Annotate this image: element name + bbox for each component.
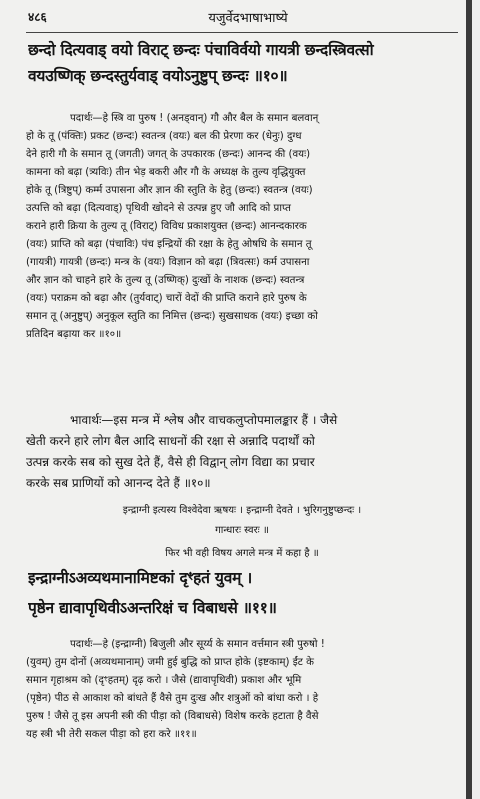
padarth-10-line: कामना को बढ़ा (त्र्यविः) तीन भेड़ बकरी और गौ के अध्यक्ष के तुल्य वृद्धियुक्त: [26, 167, 306, 178]
padarth-11-line: पुरुष ! जैसे तू इस अपनी स्त्री की पीड़ा को (विबाधसे) विशेष करके हटाता है वैसे: [26, 711, 319, 722]
bhavarth-10-line: उत्पन्न करके सब को सुख देते हैं, वैसे ही विद्वान् लोग विद्या का प्रचार: [26, 455, 315, 469]
padarth-10-line: होके तू (त्रिष्टुप्) कर्म्म उपासना और ज्ञान की स्तुति के हेतु (छन्दः) स्वतन्त्र (वयः): [26, 185, 313, 196]
padarth-10-line: कराने हारी क्रिया के तुल्य तू (विराट्) विविध प्रकाशयुक्त (छन्दः) आनन्दकारक: [26, 221, 307, 232]
padarth-11: [26, 636, 458, 744]
svara-line: गान्धारः स्वरः ॥: [215, 525, 269, 536]
padarth-10-line: उत्पत्ति को बढ़ा (दित्यवाड्) पृथिवी खोदने से उत्पन्न हुए जौ आदि को प्राप्त: [26, 203, 291, 214]
padarth-10-line: समान तू (अनुष्टुप्) अनुकूल स्तुति का निमित्त (छन्दः) सुखसाधक (वयः) इच्छा को: [26, 311, 318, 322]
page-number: ४८६: [28, 10, 47, 24]
padarth-10-line: हो के तू (पंक्तिः) प्रकट (छन्दः) स्वतन्त्र (वयः) बल की प्रेरणा कर (धेनुः) दुग्ध: [26, 131, 302, 142]
padarth-10-line: देने हारी गौ के समान तू (जगती) जगत् के उपकारक (छन्दः) आनन्द की (वयः): [26, 149, 311, 160]
mantra-intro: फिर भी वही विषय अगले मन्त्र में कहा है ॥: [165, 548, 319, 559]
page-header: [28, 8, 446, 26]
mantra-10-line-1: छन्दाे दित्यवाड् वयो विराट् छन्दः पंचाविर्वयो गायत्री छन्दस्त्रिवत्सो: [28, 41, 374, 59]
header-rule: [26, 32, 458, 33]
mantra-10-line-2: वयउष्णिक् छन्दस्तुर्यवाड् वयोऽनुष्टुप् छन्दः ॥१०॥: [28, 67, 288, 85]
rishi-devata-line: इन्द्राग्नी इत्यस्य विश्वेदेवा ऋषयः । इन्द्राग्नी देवते । भुरिगनुष्टुप्छन्दः ।: [122, 505, 362, 516]
bhavarth-10: [26, 410, 458, 494]
mantra-11-line-1: इन्द्राग्नीऽअव्यथमानामिष्टकां दृꣳहतं युवम् ।: [28, 569, 253, 587]
running-title: यजुर्वेदभाषाभाष्ये: [208, 11, 288, 26]
padarth-10: [26, 110, 458, 344]
padarth-11-line: (युवम्) तुम दोनों (अव्यथमानाम्) जमी हुई बुद्धि को प्राप्त होके (इष्टकाम्) ईंट के: [26, 657, 314, 668]
padarth-10-line: (वयः) प्राप्ति को बढ़ा (पंचाविः) पंच इन्द्रियों की रक्षा के हेतु ओषधि के समान तू: [26, 239, 312, 250]
padarth-10-line: (गायत्री) गायत्री (छन्दः) मन्त्र के (वयः) विज्ञान को बढ़ा (त्रिवत्सः) कर्म उपासना: [26, 257, 310, 268]
bhavarth-10-line: खेती करने हारे लोग बैल आदि साधनों की रक्षा से अन्नादि पदार्थों को: [26, 434, 315, 448]
padarth-10-line: और ज्ञान को चाहने हारे के तुल्य तू (उष्णिक्) दुःखों के नाशक (छन्दः) स्वतन्त्र: [26, 275, 305, 286]
padarth-11-line: (पृष्ठेन) पीठ से आकाश को बांधते हैं वैसे तुम दुःख और शत्रुओं को बांधा करो । हे: [26, 693, 319, 704]
padarth-10-line: प्रतिदिन बढ़ाया कर ॥१०॥: [26, 329, 122, 340]
bhavarth-10-line: करके सब प्राणियों को आनन्द देते हैं ॥१०॥: [26, 476, 211, 490]
bhavarth-10-line: भावार्थः—इस मन्त्र में श्लेष और वाचकलुप्तोपमालङ्कार हैं । जैसे: [70, 413, 338, 427]
padarth-10-line: (वयः) पराक्रम को बढ़ा और (तुर्यवाट्) चारों वेदों की प्राप्ति कराने हारे पुरुष के: [26, 293, 307, 304]
mantra-11-line-2: पृष्ठेन द्यावापृथिवीऽअन्तरिक्षं च विबाधसे ॥११॥: [28, 599, 277, 617]
padarth-10-line: पदार्थः—हे स्त्रि वा पुरुष ! (अनड्वान्) गौ और बैल के समान बलवान्: [70, 113, 319, 124]
padarth-11-line: यह स्त्री भी तेरी सकल पीड़ा को हरा करे ॥११॥: [26, 729, 197, 740]
padarth-11-line: पदार्थः—हे (इन्द्राग्नी) बिजुली और सूर्य्य के समान वर्त्तमान स्त्री पुरुषो !: [70, 639, 325, 650]
padarth-11-line: समान गृहाश्रम को (दृꣳहतम्) दृढ़ करो । जैसे (द्यावापृथिवी) प्रकाश और भूमि: [26, 675, 302, 686]
